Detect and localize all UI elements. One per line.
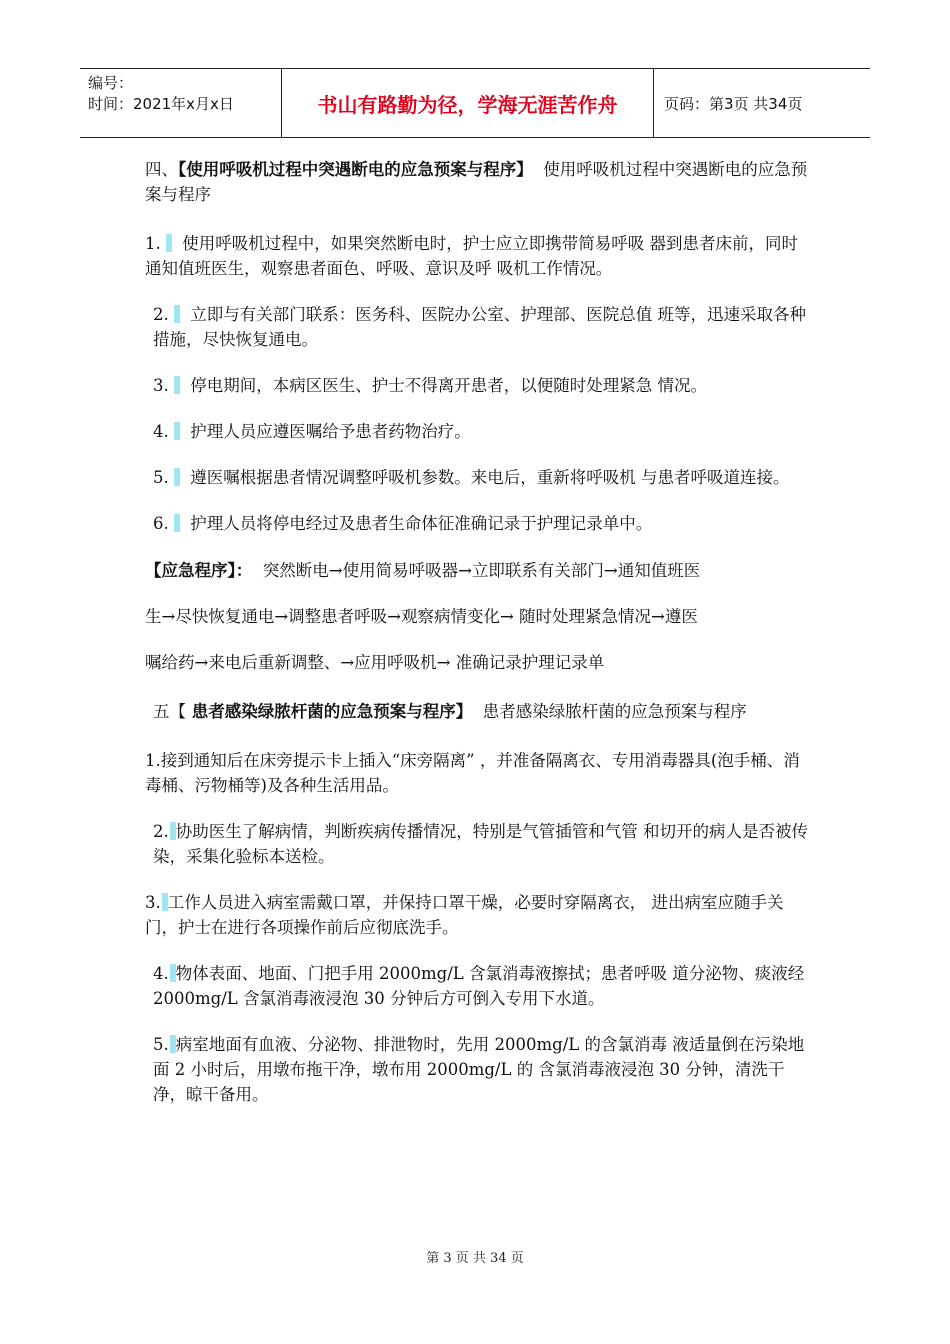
- section4-item-6: [145, 511, 810, 536]
- section5-item-5: [145, 1032, 810, 1107]
- item-text: 工作人员进入病室需戴口罩，并保持口罩干燥，必要时穿隔离衣， 进出病室应随手关门，护士在进行各项操作前后应彻底洗手。: [145, 893, 784, 937]
- highlight-mark: [174, 305, 180, 323]
- item-number: 3.: [145, 893, 161, 912]
- section4-prefix: 四、: [145, 160, 178, 179]
- code-label: 编号：: [88, 74, 134, 92]
- section4-item-1: [145, 231, 810, 281]
- section4-item-5: [145, 465, 810, 490]
- highlight-mark: [174, 422, 180, 440]
- section5-item-1: [145, 748, 810, 798]
- section4-subtitle: 使用呼吸机过程中突遇断电的应急预案与程序: [145, 160, 808, 204]
- highlight-mark: [166, 234, 172, 252]
- section5-title: 患者感染绿脓杆菌的应急预案与程序】: [186, 702, 473, 721]
- item-number: 4.: [153, 964, 169, 983]
- document-body: [145, 157, 810, 1107]
- page-footer: 第 3 页 共 34 页: [426, 1251, 524, 1266]
- item-number: 2.: [153, 305, 169, 324]
- item-text: 接到通知后在床旁提示卡上插入“床旁隔离” ，并准备隔离衣、专用消毒器具(泡手桶、消毒桶、污物桶等)及各种生活用品。: [145, 751, 800, 795]
- item-number: 3.: [153, 376, 169, 395]
- item-number: 4.: [153, 422, 169, 441]
- item-text: 立即与有关部门联系：医务科、医院办公室、护理部、医院总值 班等，迅速采取各种措施，尽快恢复通电。: [153, 305, 806, 349]
- item-number: 1.: [145, 234, 161, 253]
- section5-item-4: [145, 961, 810, 1011]
- section4-item-3: [145, 373, 810, 398]
- item-text: 护理人员将停电经过及患者生命体征准确记录于护理记录单中。: [190, 514, 653, 533]
- section4-item-4: [145, 419, 810, 444]
- item-number: 5.: [153, 1035, 169, 1054]
- section4-title: 【使用呼吸机过程中突遇断电的应急预案与程序】: [178, 160, 533, 179]
- section5-subtitle: 患者感染绿脓杆菌的应急预案与程序: [482, 702, 747, 721]
- header-page-label: 页码：第3页 共34页: [664, 94, 803, 113]
- procedure-line-3: 嘱给药→来电后重新调整、→应用呼吸机→ 准确记录护理记录单: [145, 653, 605, 672]
- section4-item-2: [145, 302, 810, 352]
- section5-item-2: [145, 819, 810, 869]
- highlight-mark: [174, 376, 180, 394]
- item-text: 护理人员应遵医嘱给予患者药物治疗。: [190, 422, 471, 441]
- item-number: 2.: [153, 822, 169, 841]
- page-header: [80, 68, 870, 138]
- item-text: 停电期间，本病区医生、护士不得离开患者，以便随时处理紧急 情况。: [190, 376, 707, 395]
- procedure-label: 【应急程序】：: [145, 561, 253, 580]
- item-number: 5.: [153, 468, 169, 487]
- item-text: 病室地面有血液、分泌物、排泄物时，先用 2000mg/L 的含氯消毒 液适量倒在污染地面 2 小时后，用墩布拖干净，墩布用 2000mg/L 的 含氯消毒液浸泡 30 分钟，清洗干净，晾干备用。: [153, 1035, 805, 1104]
- procedure-line-1: [145, 558, 810, 583]
- item-text: 遵医嘱根据患者情况调整呼吸机参数。来电后，重新将呼吸机 与患者呼吸道连接。: [190, 468, 790, 487]
- time-label: 时间：2021年x月x日: [88, 95, 234, 113]
- item-text: 使用呼吸机过程中，如果突然断电时，护士应立即携带简易呼吸 器到患者床前，同时通知值班医生，观察患者面色、呼吸、意识及呼 吸机工作情况。: [145, 234, 798, 278]
- header-meta: [80, 69, 282, 137]
- procedure-text-1: 突然断电→使用简易呼吸器→立即联系有关部门→通知值班医: [262, 561, 701, 580]
- item-text: 物体表面、地面、门把手用 2000mg/L 含氯消毒液擦拭；患者呼吸 道分泌物、痰液经 2000mg/L 含氯消毒液浸泡 30 分钟后方可倒入专用下水道。: [153, 964, 805, 1008]
- procedure-line-2: 生→尽快恢复通电→调整患者呼吸→观察病情变化→ 随时处理紧急情况→遵医: [145, 607, 698, 626]
- header-motto: 书山有路勤为径，学海无涯苦作舟: [282, 69, 654, 137]
- section4-heading: [145, 157, 810, 207]
- section5-heading: [145, 699, 810, 724]
- item-text: 协助医生了解病情，判断疾病传播情况，特别是气管插管和气管 和切开的病人是否被传染，采集化验标本送检。: [153, 822, 808, 866]
- highlight-mark: [174, 468, 180, 486]
- section5-prefix: 五【: [153, 702, 186, 721]
- highlight-mark: [174, 514, 180, 532]
- item-number: 1.: [145, 751, 161, 770]
- section5-item-3: [145, 890, 810, 940]
- item-number: 6.: [153, 514, 169, 533]
